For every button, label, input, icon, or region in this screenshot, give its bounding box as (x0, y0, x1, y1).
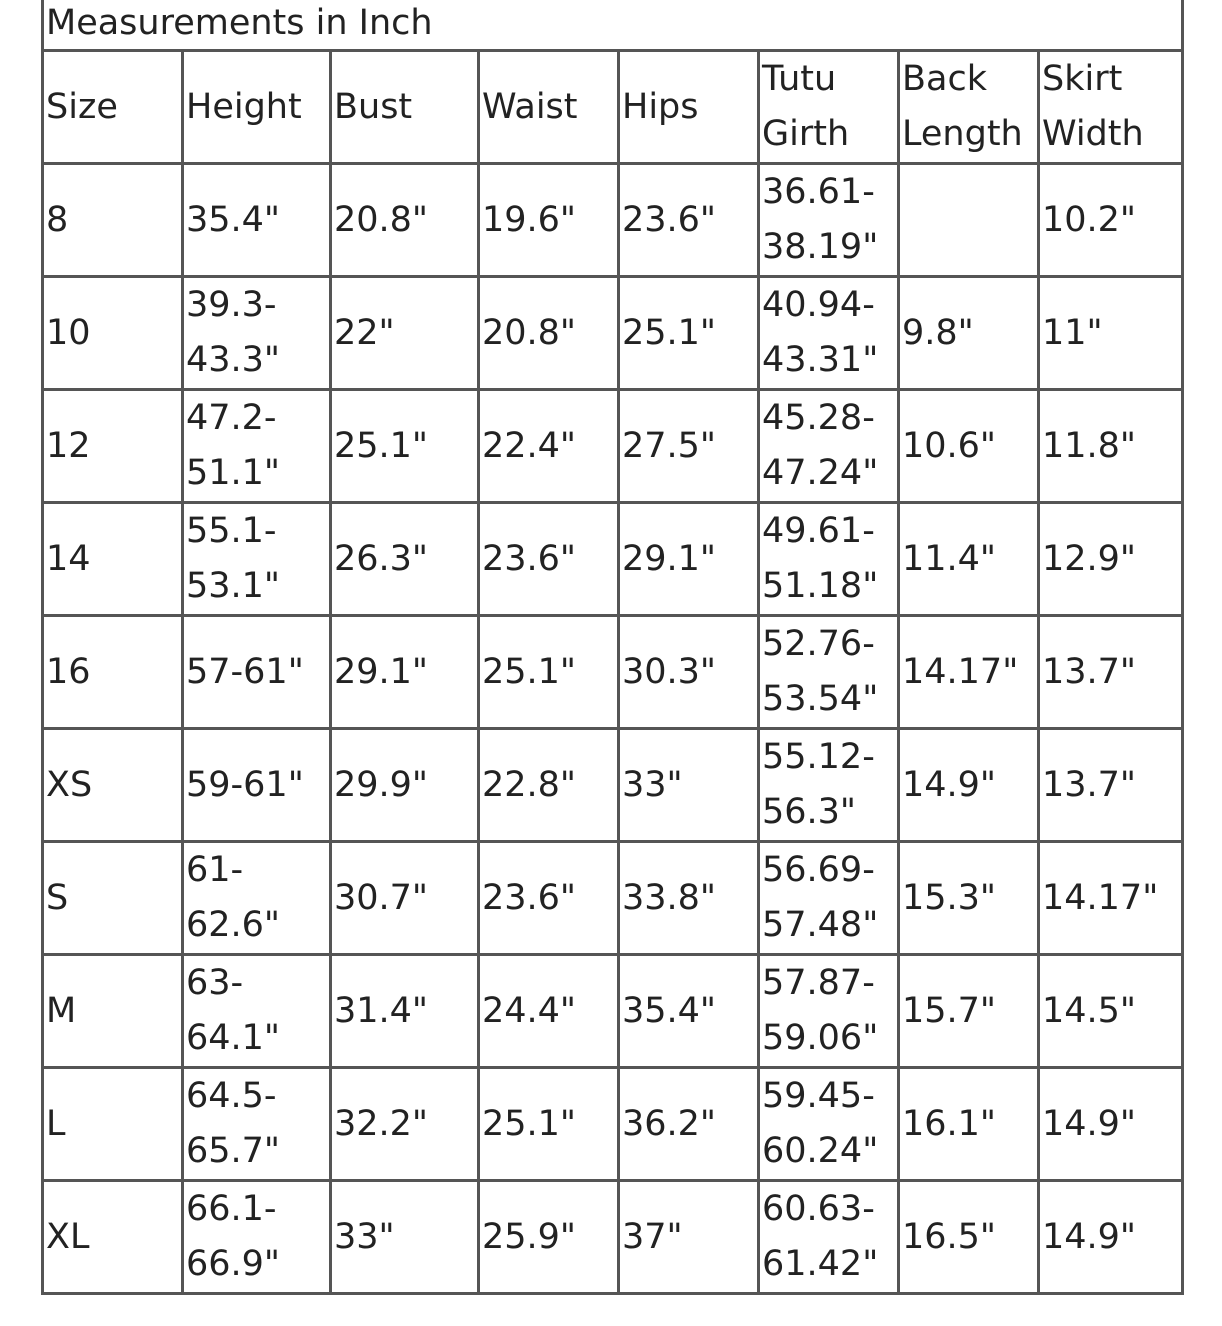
table-row (43, 616, 1183, 729)
table-cell-waist: 22.8" (479, 729, 619, 842)
table-cell-back-length: 16.1" (899, 1068, 1039, 1181)
table-cell-tutu-girth: 45.28-47.24" (759, 390, 899, 503)
column-header-tutu-girth: Tutu Girth (759, 51, 899, 164)
table-cell-size: 12 (43, 390, 183, 503)
table-cell-hips: 37" (619, 1181, 759, 1294)
table-cell-tutu-girth: 59.45-60.24" (759, 1068, 899, 1181)
table-cell-skirt-width: 14.9" (1039, 1068, 1183, 1181)
table-cell-skirt-width: 13.7" (1039, 729, 1183, 842)
table-cell-size: 10 (43, 277, 183, 390)
table-cell-back-length: 15.7" (899, 955, 1039, 1068)
table-cell-size: 16 (43, 616, 183, 729)
table-cell-skirt-width: 14.5" (1039, 955, 1183, 1068)
table-cell-skirt-width: 14.9" (1039, 1181, 1183, 1294)
table-cell-hips: 30.3" (619, 616, 759, 729)
table-cell-size: XL (43, 1181, 183, 1294)
table-cell-height: 57-61" (183, 616, 331, 729)
table-cell-tutu-girth: 55.12-56.3" (759, 729, 899, 842)
table-row (43, 1068, 1183, 1181)
table-cell-hips: 25.1" (619, 277, 759, 390)
table-row (43, 503, 1183, 616)
table-header-row (43, 51, 1183, 164)
table-row (43, 842, 1183, 955)
table-cell-size: L (43, 1068, 183, 1181)
column-header-waist: Waist (479, 51, 619, 164)
table-row (43, 1181, 1183, 1294)
table-cell-back-length: 14.17" (899, 616, 1039, 729)
table-cell-bust: 31.4" (331, 955, 479, 1068)
table-cell-waist: 25.9" (479, 1181, 619, 1294)
size-chart (41, 0, 1181, 1295)
table-cell-tutu-girth: 56.69-57.48" (759, 842, 899, 955)
table-cell-waist: 24.4" (479, 955, 619, 1068)
table-cell-bust: 30.7" (331, 842, 479, 955)
table-cell-hips: 33" (619, 729, 759, 842)
column-header-skirt-width: Skirt Width (1039, 51, 1183, 164)
table-row (43, 164, 1183, 277)
table-cell-skirt-width: 14.17" (1039, 842, 1183, 955)
table-cell-back-length: 15.3" (899, 842, 1039, 955)
table-cell-back-length (899, 164, 1039, 277)
table-cell-height: 64.5-65.7" (183, 1068, 331, 1181)
table-cell-waist: 20.8" (479, 277, 619, 390)
table-cell-waist: 19.6" (479, 164, 619, 277)
table-cell-bust: 20.8" (331, 164, 479, 277)
table-cell-tutu-girth: 60.63-61.42" (759, 1181, 899, 1294)
table-cell-size: 8 (43, 164, 183, 277)
table-cell-size: XS (43, 729, 183, 842)
table-cell-skirt-width: 11.8" (1039, 390, 1183, 503)
table-cell-tutu-girth: 40.94-43.31" (759, 277, 899, 390)
table-cell-bust: 26.3" (331, 503, 479, 616)
table-cell-size: M (43, 955, 183, 1068)
table-cell-back-length: 16.5" (899, 1181, 1039, 1294)
table-cell-back-length: 14.9" (899, 729, 1039, 842)
table-cell-tutu-girth: 52.76-53.54" (759, 616, 899, 729)
table-cell-waist: 22.4" (479, 390, 619, 503)
table-cell-skirt-width: 10.2" (1039, 164, 1183, 277)
table-cell-height: 55.1-53.1" (183, 503, 331, 616)
table-cell-back-length: 10.6" (899, 390, 1039, 503)
table-cell-hips: 27.5" (619, 390, 759, 503)
table-cell-height: 61-62.6" (183, 842, 331, 955)
table-cell-height: 63-64.1" (183, 955, 331, 1068)
table-cell-bust: 32.2" (331, 1068, 479, 1181)
table-cell-height: 35.4" (183, 164, 331, 277)
table-cell-back-length: 11.4" (899, 503, 1039, 616)
table-cell-waist: 23.6" (479, 503, 619, 616)
column-header-back-length: Back Length (899, 51, 1039, 164)
table-cell-hips: 29.1" (619, 503, 759, 616)
table-cell-tutu-girth: 57.87-59.06" (759, 955, 899, 1068)
table-row (43, 955, 1183, 1068)
table-cell-hips: 33.8" (619, 842, 759, 955)
table-cell-bust: 29.1" (331, 616, 479, 729)
table-row (43, 729, 1183, 842)
table-caption: Measurements in Inch (43, 0, 1183, 51)
table-cell-height: 39.3-43.3" (183, 277, 331, 390)
table-cell-back-length: 9.8" (899, 277, 1039, 390)
table-cell-bust: 25.1" (331, 390, 479, 503)
table-cell-tutu-girth: 36.61-38.19" (759, 164, 899, 277)
table-cell-skirt-width: 13.7" (1039, 616, 1183, 729)
table-cell-height: 59-61" (183, 729, 331, 842)
measurements-table (41, 0, 1184, 1295)
column-header-size: Size (43, 51, 183, 164)
table-cell-bust: 22" (331, 277, 479, 390)
table-row (43, 390, 1183, 503)
table-cell-skirt-width: 11" (1039, 277, 1183, 390)
table-cell-height: 47.2-51.1" (183, 390, 331, 503)
column-header-bust: Bust (331, 51, 479, 164)
table-cell-hips: 36.2" (619, 1068, 759, 1181)
table-cell-bust: 29.9" (331, 729, 479, 842)
table-cell-size: S (43, 842, 183, 955)
table-cell-height: 66.1-66.9" (183, 1181, 331, 1294)
table-row (43, 277, 1183, 390)
table-cell-bust: 33" (331, 1181, 479, 1294)
table-cell-waist: 23.6" (479, 842, 619, 955)
table-cell-waist: 25.1" (479, 616, 619, 729)
table-cell-size: 14 (43, 503, 183, 616)
column-header-height: Height (183, 51, 331, 164)
table-cell-hips: 35.4" (619, 955, 759, 1068)
table-cell-waist: 25.1" (479, 1068, 619, 1181)
table-cell-hips: 23.6" (619, 164, 759, 277)
column-header-hips: Hips (619, 51, 759, 164)
table-cell-skirt-width: 12.9" (1039, 503, 1183, 616)
table-cell-tutu-girth: 49.61-51.18" (759, 503, 899, 616)
